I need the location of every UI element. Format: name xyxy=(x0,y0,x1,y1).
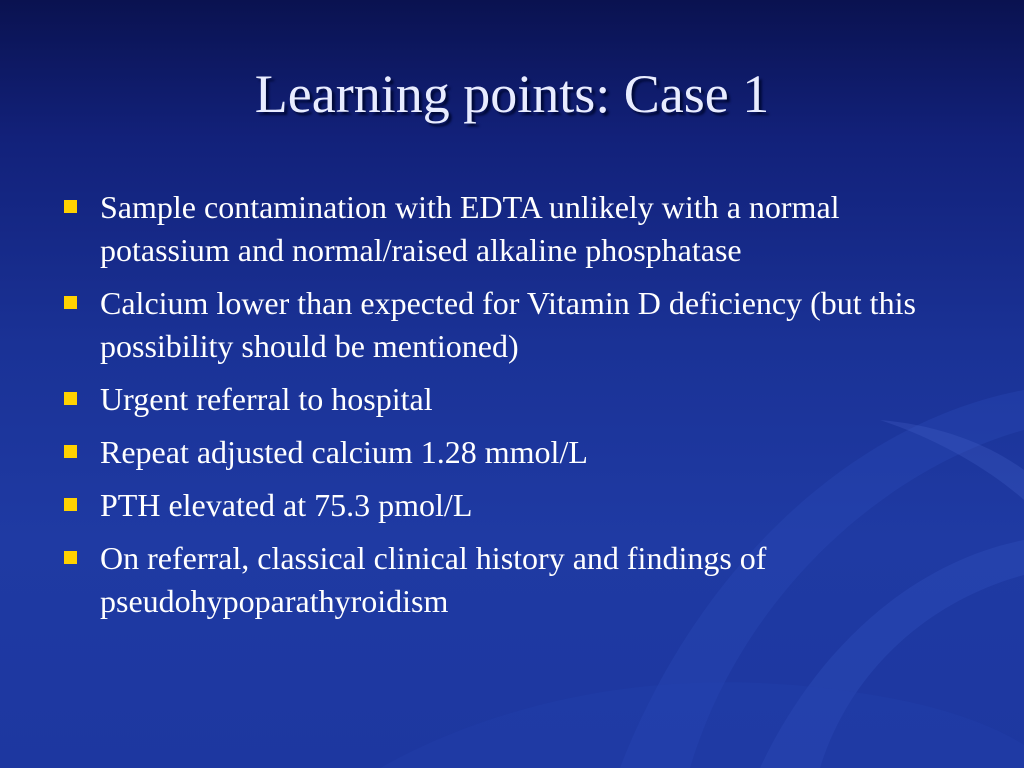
bullet-item xyxy=(62,431,962,474)
bullet-item xyxy=(62,282,962,368)
square-bullet-icon xyxy=(64,551,77,564)
square-bullet-icon xyxy=(64,498,77,511)
bullet-text: Sample contamination with EDTA unlikely with a normal potassium and normal/raised alkaline phosphatase xyxy=(100,189,840,268)
slide-title: Learning points: Case 1 xyxy=(254,64,770,124)
square-bullet-icon xyxy=(64,296,77,309)
bullet-text: Calcium lower than expected for Vitamin D deficiency (but this possibility should be mentioned) xyxy=(100,285,916,364)
bullet-text: Urgent referral to hospital xyxy=(100,381,433,417)
bullet-text: On referral, classical clinical history and findings of pseudohypoparathyroidism xyxy=(100,540,767,619)
bullet-text: Repeat adjusted calcium 1.28 mmol/L xyxy=(100,434,588,470)
square-bullet-icon xyxy=(64,445,77,458)
bullet-item xyxy=(62,378,962,421)
square-bullet-icon xyxy=(64,392,77,405)
bullet-item xyxy=(62,484,962,527)
bullet-item xyxy=(62,537,962,623)
square-bullet-icon xyxy=(64,200,77,213)
bullet-list xyxy=(62,186,962,633)
bullet-item xyxy=(62,186,962,272)
bullet-text: PTH elevated at 75.3 pmol/L xyxy=(100,487,473,523)
